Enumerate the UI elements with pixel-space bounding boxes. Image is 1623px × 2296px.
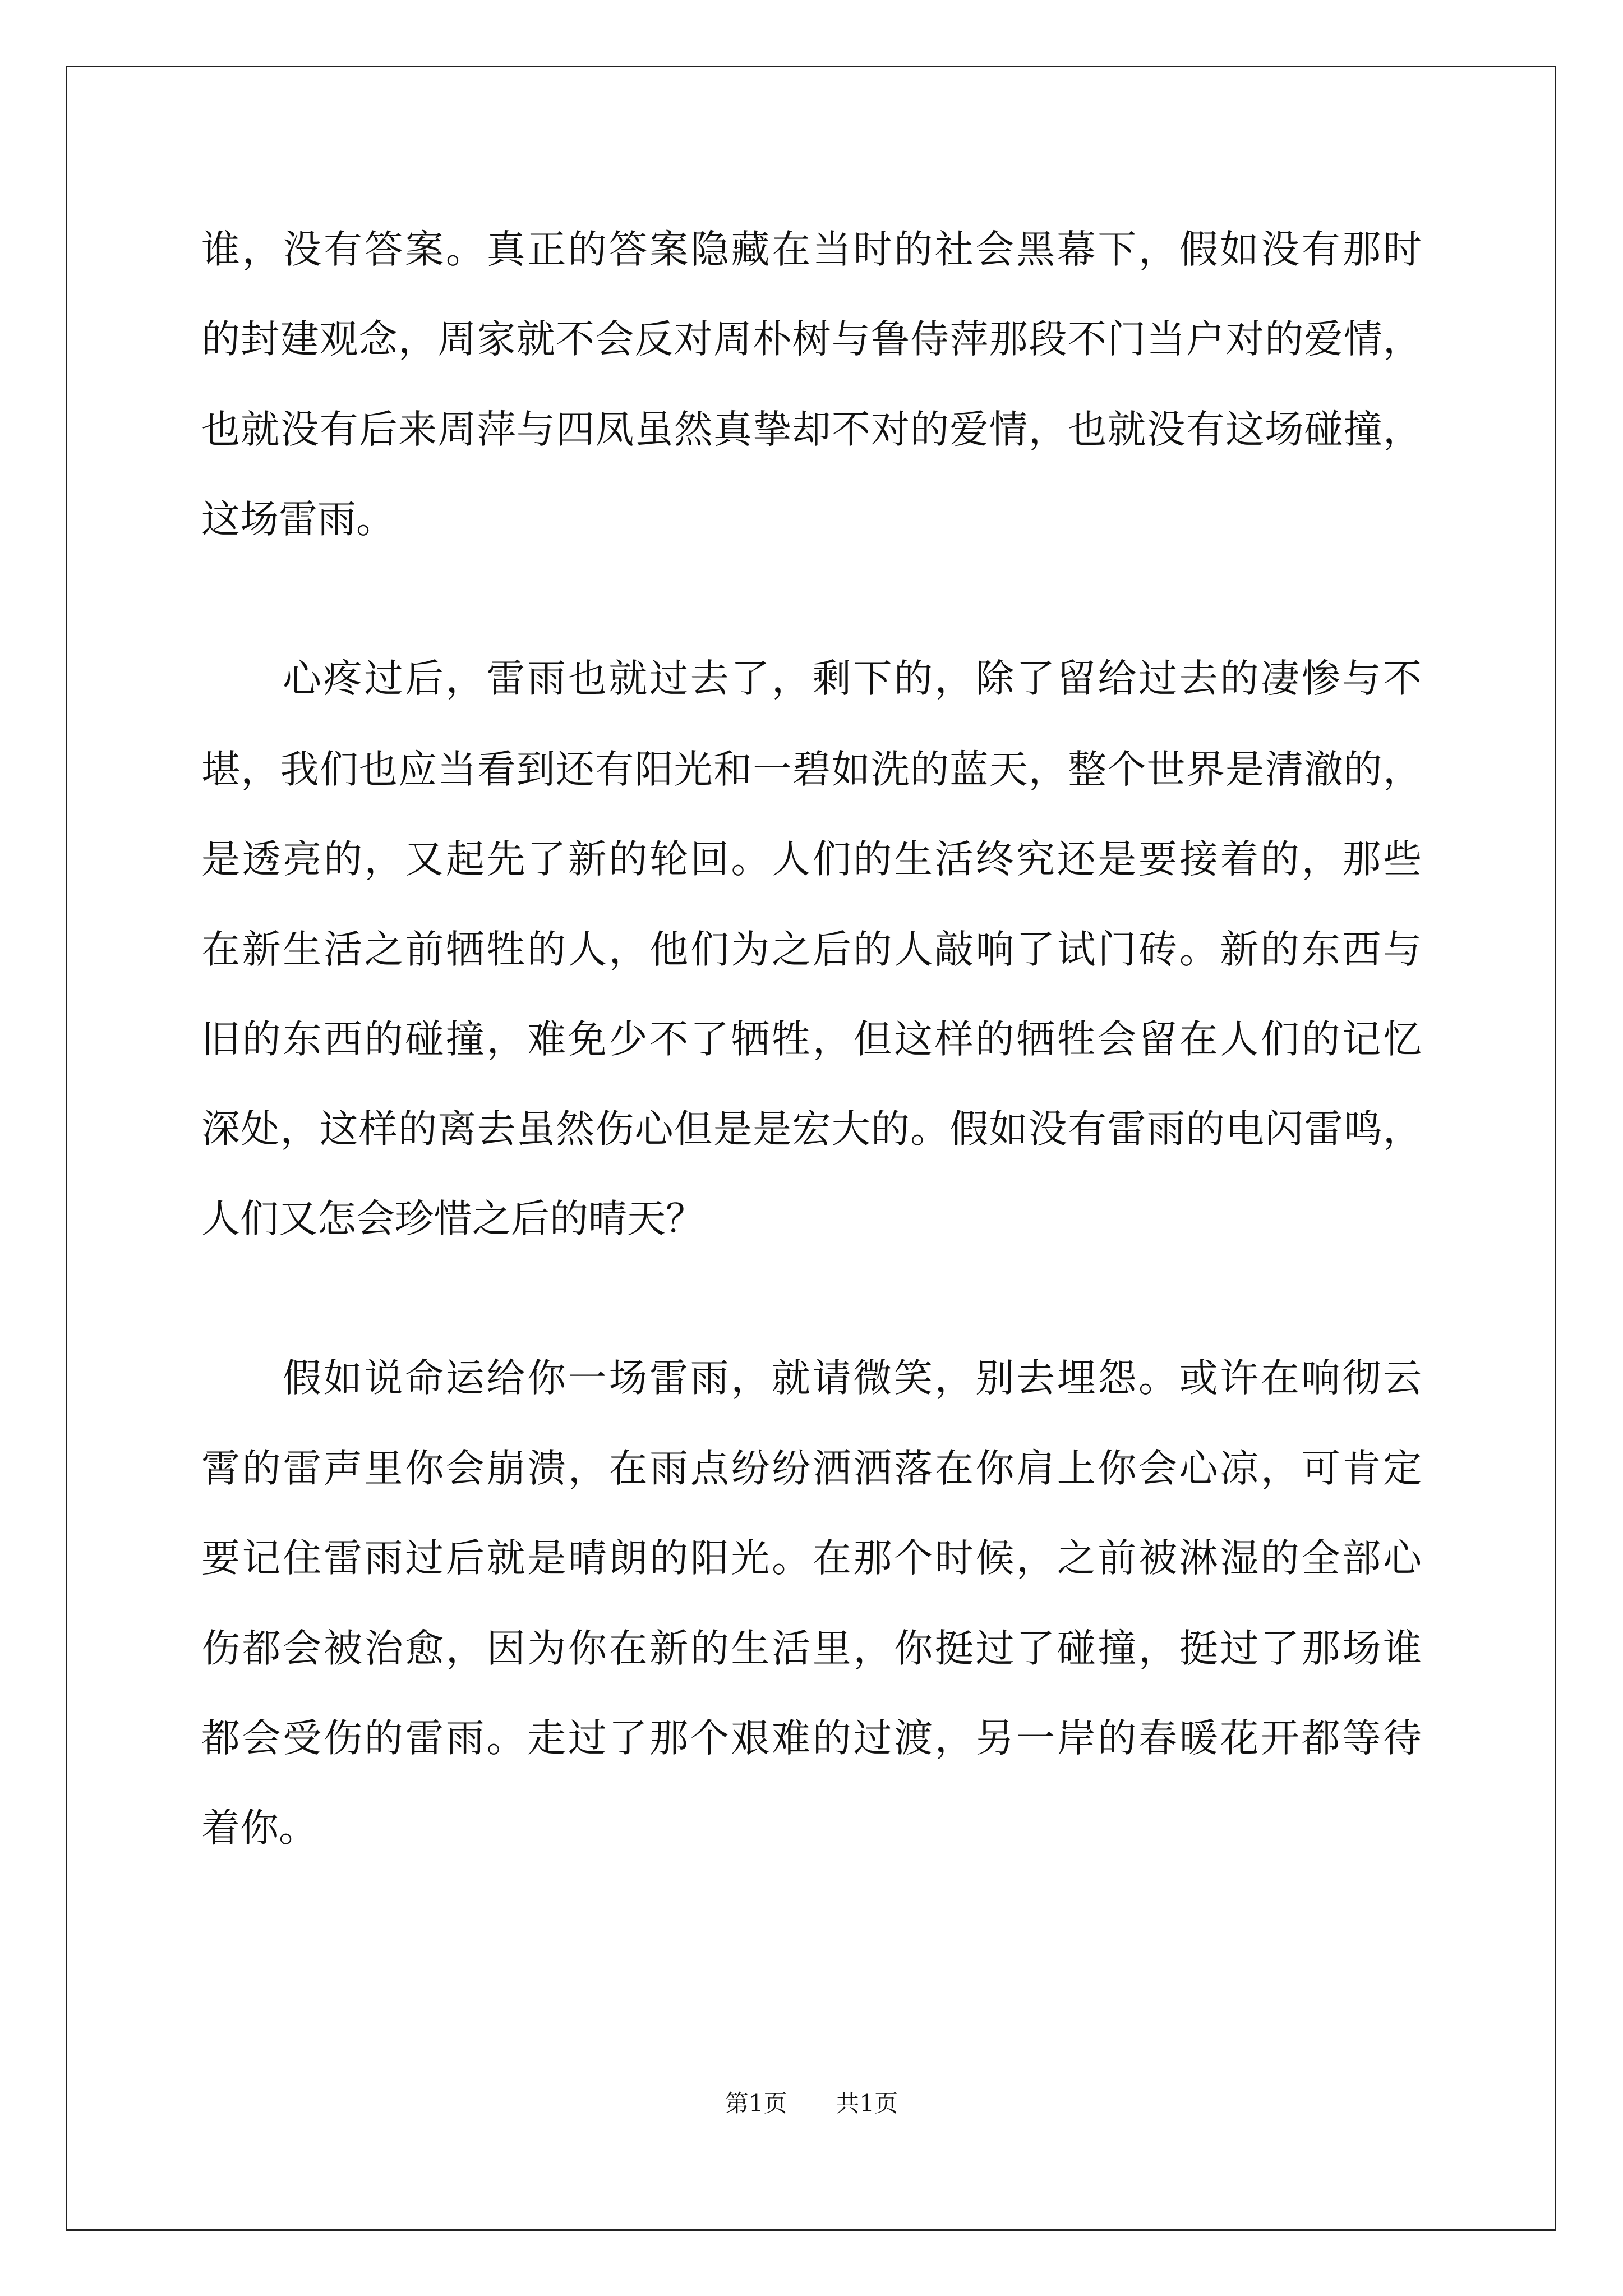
paragraph-1-line-2: 的封建观念，周家就不会反对周朴树与鲁侍萍那段不门当户对的爱情， [201, 317, 1422, 362]
paragraph-3-line-6: 着你。 [201, 1806, 317, 1851]
paragraph-2-line-4: 在新生活之前牺牲的人，他们为之后的人敲响了试门砖。新的东西与 [201, 927, 1422, 972]
paragraph-1-line-4: 这场雷雨。 [201, 497, 395, 542]
paragraph-2-line-3: 是透亮的，又起先了新的轮回。人们的生活终究还是要接着的，那些 [201, 837, 1422, 882]
paragraph-1-line-3: 也就没有后来周萍与四凤虽然真挚却不对的爱情，也就没有这场碰撞， [201, 407, 1422, 452]
paragraph-1-line-1: 谁，没有答案。真正的答案隐藏在当时的社会黑幕下，假如没有那时 [201, 227, 1422, 272]
paragraph-2-line-5: 旧的东西的碰撞，难免少不了牺牲，但这样的牺牲会留在人们的记忆 [201, 1017, 1422, 1062]
page-footer [0, 2087, 1623, 2120]
paragraph-3-line-4: 伤都会被治愈，因为你在新的生活里，你挺过了碰撞，挺过了那场谁 [201, 1626, 1422, 1671]
paragraph-3-line-5: 都会受伤的雷雨。走过了那个艰难的过渡，另一岸的春暖花开都等待 [201, 1716, 1422, 1761]
paragraph-2-line-1: 心疼过后，雷雨也就过去了，剩下的，除了留给过去的凄惨与不 [283, 656, 1422, 701]
paragraph-3-line-3: 要记住雷雨过后就是晴朗的阳光。在那个时候，之前被淋湿的全部心 [201, 1536, 1422, 1581]
paragraph-3-line-1: 假如说命运给你一场雷雨，就请微笑，别去埋怨。或许在响彻云 [283, 1356, 1422, 1401]
paragraph-2-line-6: 深处，这样的离去虽然伤心但是是宏大的。假如没有雷雨的电闪雷鸣， [201, 1107, 1422, 1152]
page-number-current: 第1页 [725, 2090, 787, 2117]
paragraph-3-line-2: 霄的雷声里你会崩溃，在雨点纷纷洒洒落在你肩上你会心凉，可肯定 [201, 1446, 1422, 1491]
page-number-total: 共1页 [836, 2090, 898, 2117]
paragraph-2-line-2: 堪，我们也应当看到还有阳光和一碧如洗的蓝天，整个世界是清澈的， [201, 747, 1422, 792]
paragraph-2-line-7: 人们又怎会珍惜之后的晴天？ [201, 1197, 704, 1241]
